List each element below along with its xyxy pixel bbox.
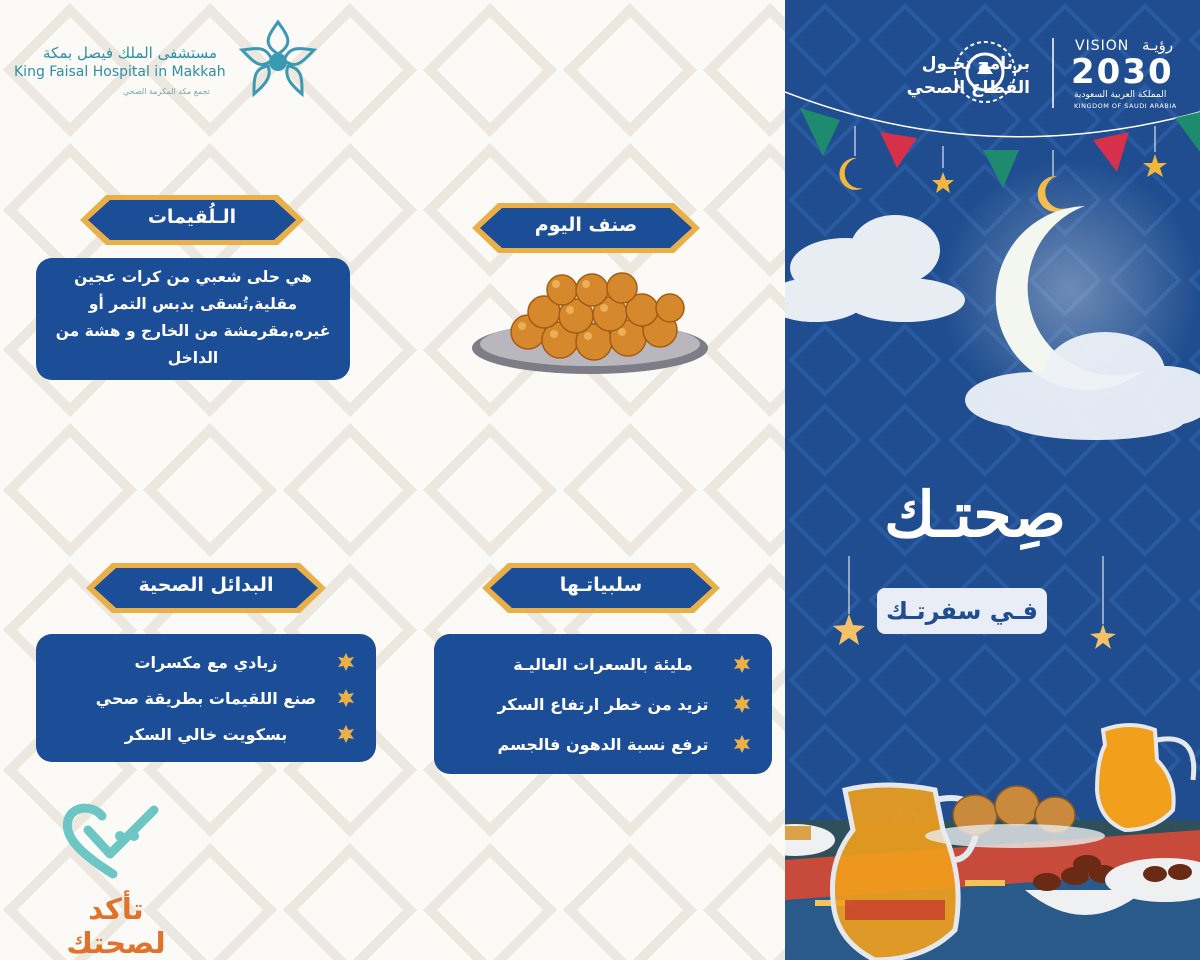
- luqaimat-description: هي حلى شعبي من كرات عجين مقلية,تُسقى بدبس التمر أو غيره,مقرمشة من الخارج و هشة من الداخل: [36, 258, 350, 380]
- list-item: [450, 644, 756, 684]
- alternatives-title: البدائل الصحية: [138, 574, 274, 596]
- health-cluster-name: تجمع مكة المكرمة الصحي: [122, 87, 210, 96]
- alternatives-list: [36, 634, 376, 762]
- check-heart-logo-icon: [58, 800, 168, 880]
- hospital-name-ar: مستشفى الملك فيصل بمكة: [43, 44, 217, 62]
- negatives-title: سلبياتـها: [559, 574, 643, 596]
- campaign-title: صِحتـك: [884, 478, 1066, 551]
- luqaimat-title: الـلُقيمات: [147, 206, 237, 228]
- star-bullet-icon: [336, 688, 356, 708]
- negatives-list: [434, 634, 772, 774]
- campaign-subtitle-sign: فـي سفرتـك: [877, 588, 1047, 634]
- list-item: [52, 716, 360, 752]
- vision-label-en: VISION: [1075, 38, 1130, 54]
- vision-label-ar: رؤيـة: [1142, 36, 1174, 54]
- list-item: [52, 644, 360, 680]
- list-item-text: بسكويت خالي السكر: [124, 724, 288, 744]
- hospital-name-en: King Faisal Hospital in Makkah: [14, 64, 226, 80]
- list-item: [52, 680, 360, 716]
- list-item-text: زبادي مع مكسرات: [134, 652, 278, 672]
- list-item-text: ترفع نسبة الدهون فالجسم: [497, 734, 709, 754]
- alternatives-header: [80, 560, 332, 616]
- negatives-header: [476, 560, 726, 616]
- hospital-logo: [232, 14, 324, 106]
- star-bullet-icon: [336, 652, 356, 672]
- list-item-text: تزيد من خطر ارتفاع السكر: [497, 694, 709, 714]
- vision-year: 2030: [1071, 52, 1174, 92]
- luqaimat-plate-image: [470, 268, 710, 378]
- star-bullet-icon: [732, 734, 752, 754]
- program-line-1: برنامج تحـول: [921, 54, 1030, 74]
- luqaimat-header: [74, 192, 310, 248]
- star-bullet-icon: [732, 654, 752, 674]
- star-bullet-icon: [732, 694, 752, 714]
- list-item: [450, 724, 756, 764]
- list-item-text: مليئة بالسعرات العاليـة: [513, 654, 693, 674]
- campaign-panel: [785, 0, 1200, 960]
- star-bullet-icon: [336, 724, 356, 744]
- program-line-2: القطاع الصحي: [906, 78, 1030, 98]
- dish-of-day-header: [458, 200, 714, 256]
- dish-of-day-title: صنف اليوم: [534, 214, 638, 236]
- program-title: [907, 52, 1030, 100]
- vision-country-ar: المملكة العربية السعودية: [1074, 90, 1167, 100]
- vision-country-en: KINGDOM OF SAUDI ARABIA: [1074, 102, 1177, 110]
- slogan-text: تأكد لصحتك: [66, 892, 166, 960]
- list-item: [450, 684, 756, 724]
- list-item-text: صنع اللقيمات بطريقة صحي: [95, 688, 317, 708]
